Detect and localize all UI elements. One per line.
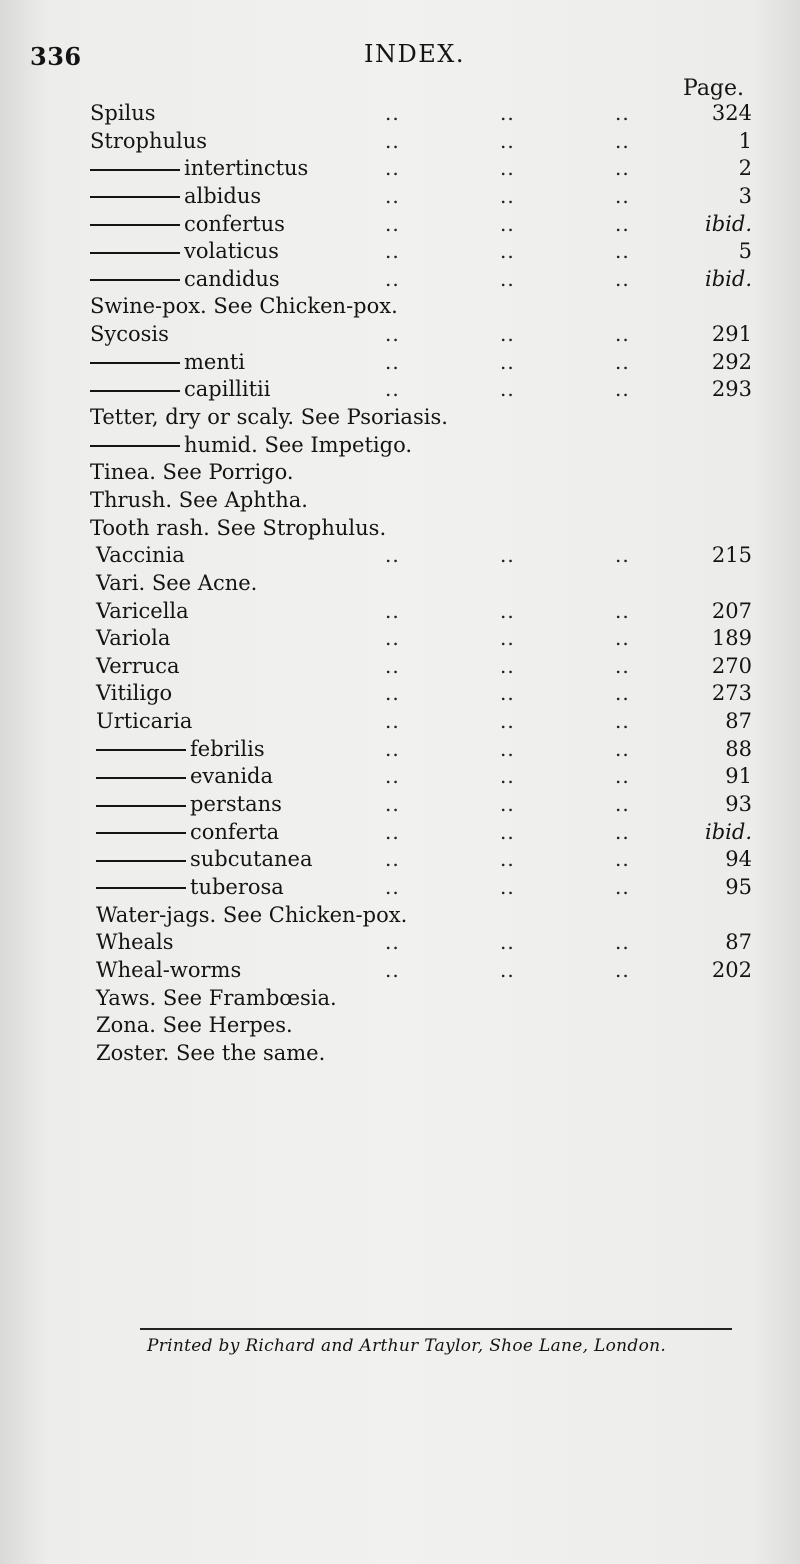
- index-entry: [0, 459, 800, 487]
- entry-text: febrilis: [190, 736, 265, 761]
- dot-leader: ..: [615, 156, 630, 181]
- sub-entry-term: [90, 238, 279, 266]
- dot-leader: ..: [615, 626, 630, 651]
- index-entry: [0, 1040, 800, 1068]
- dot-leader: ..: [500, 322, 515, 347]
- dot-leader: ..: [500, 930, 515, 955]
- sub-entry-term: [96, 874, 284, 902]
- ditto-dash: [90, 390, 180, 392]
- index-entry: [0, 404, 800, 432]
- dot-leader: ..: [615, 957, 630, 982]
- entry-page-number: 215: [711, 543, 752, 568]
- ditto-dash: [90, 279, 180, 281]
- dot-leader: ..: [385, 322, 400, 347]
- dot-leader: ..: [615, 653, 630, 678]
- index-entry: [0, 625, 800, 653]
- sub-entry-term: [90, 266, 280, 294]
- entry-page-number: 94: [725, 847, 752, 872]
- sub-entry-term: [90, 211, 285, 239]
- sub-entry-term: [90, 349, 245, 377]
- dot-leader: ..: [615, 266, 630, 291]
- ditto-dash: [90, 196, 180, 198]
- entry-page-number: 93: [725, 792, 752, 817]
- dot-leader: ..: [500, 653, 515, 678]
- entry-term: [96, 542, 185, 570]
- dot-leader: ..: [615, 764, 630, 789]
- sub-entry-term: [96, 791, 282, 819]
- dot-leader: ..: [385, 101, 400, 125]
- dot-leader: ..: [500, 598, 515, 623]
- entry-page-number: 95: [725, 874, 752, 899]
- entry-term: [96, 929, 174, 957]
- sub-entry-term: [96, 846, 312, 874]
- entry-text: Spilus: [90, 101, 156, 125]
- entry-term: [96, 625, 170, 653]
- index-entry: [0, 929, 800, 957]
- entry-page-number: 207: [711, 598, 752, 623]
- entry-text: Water-jags. See Chicken-pox.: [96, 902, 408, 927]
- entry-page-number: 273: [711, 681, 752, 706]
- entry-page-number: 87: [725, 930, 752, 955]
- dot-leader: ..: [500, 211, 515, 236]
- printer-imprint: Printed by Richard and Arthur Taylor, Shoe Lane, London.: [147, 1336, 667, 1356]
- dot-leader: ..: [385, 156, 400, 181]
- entry-term: [90, 515, 386, 543]
- entry-text: candidus: [184, 266, 280, 291]
- entry-term: [96, 1040, 325, 1068]
- index-entry: [0, 487, 800, 515]
- dot-leader: ..: [385, 543, 400, 568]
- dot-leader: ..: [615, 239, 630, 264]
- entry-text: intertinctus: [184, 156, 309, 181]
- entry-term: [96, 598, 189, 626]
- dot-leader: ..: [500, 183, 515, 208]
- dot-leader: ..: [615, 322, 630, 347]
- index-entry: [0, 902, 800, 930]
- sub-entry-term: [90, 183, 261, 211]
- entry-text: tuberosa: [190, 874, 284, 899]
- ditto-dash: [96, 860, 186, 862]
- dot-leader: ..: [615, 101, 630, 125]
- dot-leader: ..: [615, 183, 630, 208]
- dot-leader: ..: [385, 736, 400, 761]
- entry-text: Urticaria: [96, 709, 193, 734]
- dot-leader: ..: [385, 792, 400, 817]
- entry-term: [90, 293, 398, 321]
- index-entry: [0, 211, 800, 239]
- entry-term: [96, 680, 172, 708]
- index-entry: [0, 542, 800, 570]
- entry-text: volaticus: [184, 239, 279, 264]
- dot-leader: ..: [385, 128, 400, 153]
- entry-term: [90, 459, 294, 487]
- index-entry: [0, 985, 800, 1013]
- entry-text: Tinea. See Porrigo.: [90, 460, 294, 485]
- index-entry: [0, 183, 800, 211]
- dot-leader: ..: [615, 930, 630, 955]
- entry-text: Thrush. See Aphtha.: [90, 487, 308, 512]
- dot-leader: ..: [385, 681, 400, 706]
- entry-text: albidus: [184, 183, 262, 208]
- entry-text: Sycosis: [90, 322, 169, 347]
- dot-leader: ..: [615, 819, 630, 844]
- entry-text: Strophulus: [90, 128, 208, 153]
- entry-page-number: 91: [725, 764, 752, 789]
- entry-term: [90, 487, 308, 515]
- index-entry: [0, 680, 800, 708]
- entry-page-number: 291: [711, 322, 752, 347]
- ditto-dash: [96, 805, 186, 807]
- index-entry: [0, 819, 800, 847]
- dot-leader: ..: [385, 874, 400, 899]
- dot-leader: ..: [500, 681, 515, 706]
- ditto-dash: [90, 224, 180, 226]
- index-entry: [0, 432, 800, 460]
- ditto-dash: [90, 252, 180, 254]
- dot-leader: ..: [500, 239, 515, 264]
- dot-leader: ..: [385, 349, 400, 374]
- entry-text: menti: [184, 349, 246, 374]
- entry-text: Vitiligo: [96, 681, 173, 706]
- dot-leader: ..: [500, 101, 515, 125]
- dot-leader: ..: [615, 543, 630, 568]
- dot-leader: ..: [385, 930, 400, 955]
- page-column-label: Page.: [683, 76, 745, 101]
- dot-leader: ..: [500, 847, 515, 872]
- index-entry: [0, 238, 800, 266]
- index-entry: [0, 846, 800, 874]
- dot-leader: ..: [615, 377, 630, 402]
- index-entry: [0, 128, 800, 156]
- entry-text: humid. See Impetigo.: [184, 432, 413, 457]
- entry-term: [96, 985, 337, 1013]
- entry-text: Yaws. See Frambœsia.: [96, 985, 337, 1010]
- ditto-dash: [90, 445, 180, 447]
- entry-term: [96, 902, 407, 930]
- entry-page-number: 270: [711, 653, 752, 678]
- dot-leader: ..: [615, 211, 630, 236]
- entry-text: Wheals: [96, 930, 174, 955]
- dot-leader: ..: [385, 598, 400, 623]
- dot-leader: ..: [385, 819, 400, 844]
- page-title: INDEX.: [364, 40, 465, 68]
- entry-term: [96, 957, 241, 985]
- entry-term: [90, 404, 448, 432]
- sub-entry-term: [90, 155, 308, 183]
- entry-text: capillitii: [184, 377, 271, 402]
- entry-text: conferta: [190, 819, 280, 844]
- entry-page-number: 292: [711, 349, 752, 374]
- index-entry: [0, 100, 800, 128]
- entry-text: Zoster. See the same.: [96, 1040, 326, 1065]
- index-entry: [0, 349, 800, 377]
- dot-leader: ..: [500, 792, 515, 817]
- sub-entry-term: [96, 763, 273, 791]
- index-entries: [0, 100, 800, 1067]
- index-entry: [0, 321, 800, 349]
- dot-leader: ..: [385, 653, 400, 678]
- dot-leader: ..: [500, 957, 515, 982]
- entry-text: Wheal-worms: [96, 957, 242, 982]
- entry-page-number: 87: [725, 709, 752, 734]
- entry-page-number: 189: [711, 626, 752, 651]
- dot-leader: ..: [385, 957, 400, 982]
- dot-leader: ..: [500, 156, 515, 181]
- dot-leader: ..: [615, 847, 630, 872]
- entry-page-number: 2: [738, 156, 752, 181]
- dot-leader: ..: [615, 128, 630, 153]
- entry-page-number: 1: [738, 128, 752, 153]
- entry-text: Tetter, dry or scaly. See Psoriasis.: [90, 405, 448, 430]
- entry-page-number: 5: [738, 239, 752, 264]
- dot-leader: ..: [615, 349, 630, 374]
- index-entry: [0, 708, 800, 736]
- dot-leader: ..: [500, 626, 515, 651]
- entry-text: Vaccinia: [96, 543, 185, 568]
- index-entry: [0, 598, 800, 626]
- dot-leader: ..: [500, 874, 515, 899]
- dot-leader: ..: [385, 377, 400, 402]
- dot-leader: ..: [615, 598, 630, 623]
- dot-leader: ..: [500, 736, 515, 761]
- index-entry: [0, 957, 800, 985]
- dot-leader: ..: [615, 736, 630, 761]
- entry-term: [90, 321, 169, 349]
- dot-leader: ..: [385, 626, 400, 651]
- dot-leader: ..: [500, 377, 515, 402]
- dot-leader: ..: [615, 874, 630, 899]
- dot-leader: ..: [500, 819, 515, 844]
- ditto-dash: [90, 169, 180, 171]
- page-number: 336: [30, 42, 82, 71]
- index-entry: [0, 570, 800, 598]
- entry-page-number: 293: [711, 377, 752, 402]
- entry-term: [90, 100, 156, 128]
- sub-entry-term: [90, 376, 270, 404]
- entry-page-number: 3: [738, 183, 752, 208]
- dot-leader: ..: [500, 764, 515, 789]
- dot-leader: ..: [615, 792, 630, 817]
- entry-text: Swine-pox. See Chicken-pox.: [90, 294, 398, 319]
- dot-leader: ..: [385, 266, 400, 291]
- entry-page-number: 88: [725, 736, 752, 761]
- dot-leader: ..: [385, 183, 400, 208]
- index-entry: [0, 515, 800, 543]
- entry-text: Verruca: [96, 653, 180, 678]
- ditto-dash: [90, 362, 180, 364]
- index-entry: [0, 874, 800, 902]
- entry-term: [96, 1012, 293, 1040]
- entry-text: perstans: [190, 792, 282, 817]
- footer-rule: [140, 1328, 732, 1330]
- ditto-dash: [96, 777, 186, 779]
- entry-page-number: ibid.: [705, 211, 752, 236]
- entry-page-number: 202: [711, 957, 752, 982]
- entry-text: subcutanea: [190, 847, 313, 872]
- entry-page-number: ibid.: [705, 819, 752, 844]
- sub-entry-term: [96, 819, 279, 847]
- dot-leader: ..: [615, 681, 630, 706]
- dot-leader: ..: [385, 211, 400, 236]
- entry-text: Zona. See Herpes.: [96, 1013, 293, 1038]
- index-entry: [0, 293, 800, 321]
- entry-term: [90, 128, 207, 156]
- index-entry: [0, 653, 800, 681]
- index-entry: [0, 736, 800, 764]
- index-entry: [0, 763, 800, 791]
- dot-leader: ..: [500, 543, 515, 568]
- dot-leader: ..: [385, 709, 400, 734]
- index-entry: [0, 1012, 800, 1040]
- dot-leader: ..: [615, 709, 630, 734]
- entry-term: [96, 653, 180, 681]
- entry-page-number: 324: [711, 101, 752, 125]
- dot-leader: ..: [500, 349, 515, 374]
- sub-entry-term: [96, 736, 265, 764]
- entry-text: confertus: [184, 211, 285, 236]
- entry-term: [96, 708, 192, 736]
- index-entry: [0, 791, 800, 819]
- dot-leader: ..: [385, 847, 400, 872]
- dot-leader: ..: [385, 239, 400, 264]
- ditto-dash: [96, 887, 186, 889]
- entry-text: Variola: [96, 626, 171, 651]
- dot-leader: ..: [500, 266, 515, 291]
- dot-leader: ..: [385, 764, 400, 789]
- index-entry: [0, 155, 800, 183]
- sub-entry-term: [90, 432, 412, 460]
- entry-text: Vari. See Acne.: [96, 570, 258, 595]
- index-entry: [0, 376, 800, 404]
- entry-page-number: ibid.: [705, 266, 752, 291]
- entry-term: [96, 570, 257, 598]
- ditto-dash: [96, 749, 186, 751]
- ditto-dash: [96, 832, 186, 834]
- entry-text: Varicella: [96, 598, 189, 623]
- index-entry: [0, 266, 800, 294]
- entry-text: Tooth rash. See Strophulus.: [90, 515, 387, 540]
- dot-leader: ..: [500, 128, 515, 153]
- entry-text: evanida: [190, 764, 274, 789]
- dot-leader: ..: [500, 709, 515, 734]
